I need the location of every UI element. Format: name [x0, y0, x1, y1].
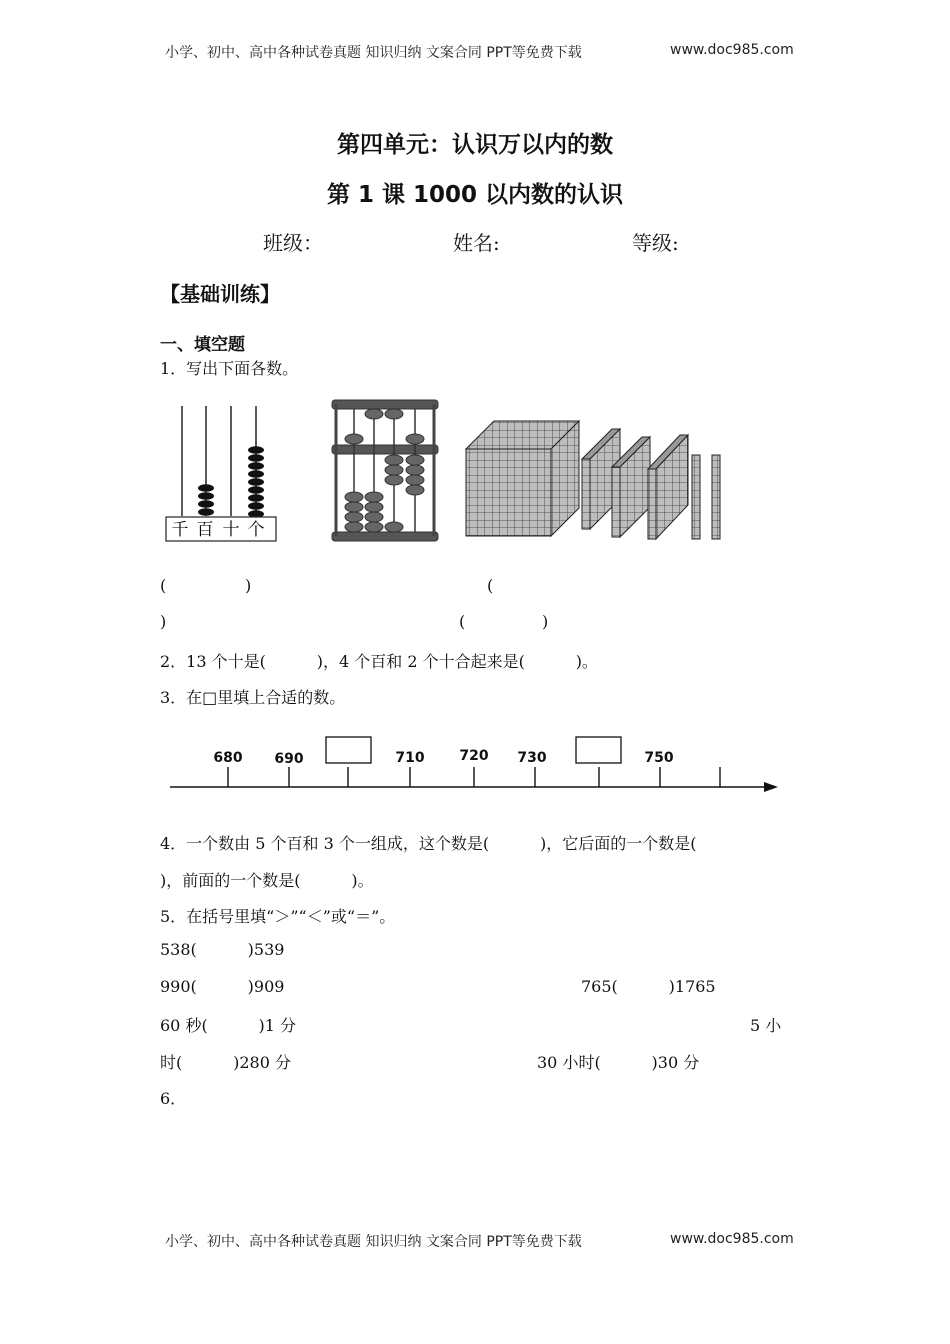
q6-text: 6． [160, 1089, 187, 1108]
number-line [160, 730, 790, 800]
q5-item4: 60 秒( )1 分 [160, 1016, 297, 1035]
q1-blank1-close: ) [245, 576, 252, 595]
abacus-label-ones: 个 [247, 520, 265, 540]
q5-item1: 538( )539 [160, 940, 285, 959]
q5-item5-start: 5 小 [750, 1016, 782, 1035]
blank-box-740[interactable] [576, 737, 621, 763]
grade-label: 等级: [632, 231, 679, 255]
abacus-label-thousands: 千 [171, 520, 189, 540]
tick-label-710: 710 [395, 750, 425, 766]
q1-blank2-open: ( [487, 576, 494, 595]
q3-text: 3．在□里填上合适的数。 [160, 688, 346, 707]
q4-line1: 4．一个数由 5 个百和 3 个一组成，这个数是( )，它后面的一个数是( [160, 834, 697, 853]
name-label: 姓名: [453, 231, 500, 255]
blank-box-700[interactable] [326, 737, 371, 763]
q5-text: 5．在括号里填“＞”“＜”或“＝”。 [160, 907, 396, 926]
counting-frame-figure [160, 400, 285, 545]
q1-blank3-open: ( [459, 612, 466, 631]
footer-site: www.doc985.com [670, 1231, 794, 1247]
header-text: 小学、初中、高中各种试卷真题 知识归纳 文案合同 PPT等免费下载 [165, 45, 582, 61]
abacus-label-tens: 十 [222, 520, 240, 540]
part-heading: 一、填空题 [160, 335, 245, 355]
header-site: www.doc985.com [670, 42, 794, 58]
abacus-label-hundreds: 百 [196, 520, 214, 540]
tick-label-690: 690 [274, 751, 304, 767]
base-ten-blocks-figure [462, 415, 732, 547]
q1-blank3-close: ) [542, 612, 549, 631]
tick-label-730: 730 [517, 750, 547, 766]
unit-title: 第四单元：认识万以内的数 [337, 132, 613, 158]
q4-line2: )，前面的一个数是( )。 [160, 871, 374, 890]
tick-label-720: 720 [459, 748, 489, 764]
q1-text: 1．写出下面各数。 [160, 359, 299, 378]
tick-label-750: 750 [644, 750, 674, 766]
class-label: 班级： [263, 231, 323, 255]
lesson-title: 第 1 课 1000 以内数的认识 [326, 182, 624, 208]
tick-label-680: 680 [213, 750, 243, 766]
q2-text: 2．13 个十是( )，4 个百和 2 个十合起来是( )。 [160, 652, 598, 671]
section-heading: 【基础训练】 [160, 282, 280, 306]
q5-item3: 765( )1765 [581, 977, 716, 996]
q1-blank1-open: ( [160, 576, 167, 595]
q1-blank2-close: ) [160, 612, 167, 631]
q5-item6: 30 小时( )30 分 [537, 1053, 700, 1072]
q5-item2: 990( )909 [160, 977, 285, 996]
footer-text: 小学、初中、高中各种试卷真题 知识归纳 文案合同 PPT等免费下载 [165, 1234, 582, 1250]
q5-item5-end: 时( )280 分 [160, 1053, 291, 1072]
abacus-figure [330, 396, 442, 546]
